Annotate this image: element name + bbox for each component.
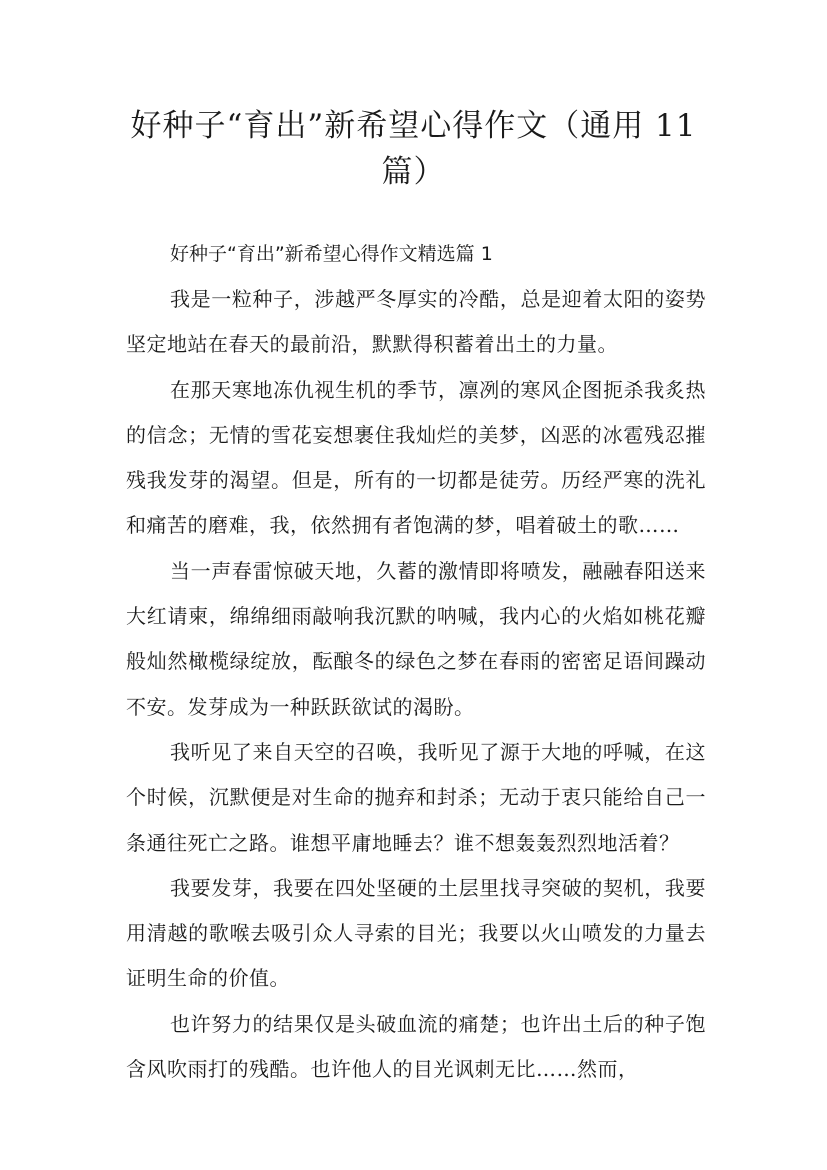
document-title: 好种子“育出”新希望心得作文（通用 11 篇）	[130, 108, 697, 190]
paragraph: 我听见了来自天空的召唤，我听见了源于大地的呼喊，在这个时候，沉默便是对生命的抛弃和封杀；无动于衷只能给自己一条通往死亡之路。谁想平庸地睡去？谁不想轰轰烈烈地活着？	[126, 739, 706, 855]
paragraph: 当一声春雷惊破天地，久蓄的激情即将喷发，融融春阳送来大红请柬，绵绵细雨敲响我沉默的呐喊，我内心的火焰如桃花瓣般灿然橄榄绿绽放，酝酿冬的绿色之梦在春雨的密密足语间躁动不安。发芽成为一种跃跃欲试的渴盼。	[126, 558, 706, 719]
document-body	[126, 232, 706, 1092]
section-title: 好种子“育出”新希望心得作文精选篇 1	[170, 243, 493, 265]
paragraph: 在那天寒地冻仇视生机的季节，凛冽的寒风企图扼杀我炙热的信念；无情的雪花妄想裹住我灿烂的美梦，凶恶的冰雹残忍摧残我发芽的渴望。但是，所有的一切都是徒劳。历经严寒的洗礼和痛苦的磨难，我，依然拥有者饱满的梦，唱着破土的歌……	[126, 377, 706, 538]
paragraph: 我要发芽，我要在四处坚硬的土层里找寻突破的契机，我要用清越的歌喉去吸引众人寻索的目光；我要以火山喷发的力量去证明生命的价值。	[126, 875, 706, 991]
paragraph: 也许努力的结果仅是头破血流的痛楚；也许出土后的种子饱含风吹雨打的残酷。也许他人的目光讽刺无比……然而，	[126, 1011, 706, 1082]
paragraph: 我是一粒种子，涉越严冬厚实的冷酷，总是迎着太阳的姿势坚定地站在春天的最前沿，默默得积蓄着出土的力量。	[126, 287, 706, 357]
